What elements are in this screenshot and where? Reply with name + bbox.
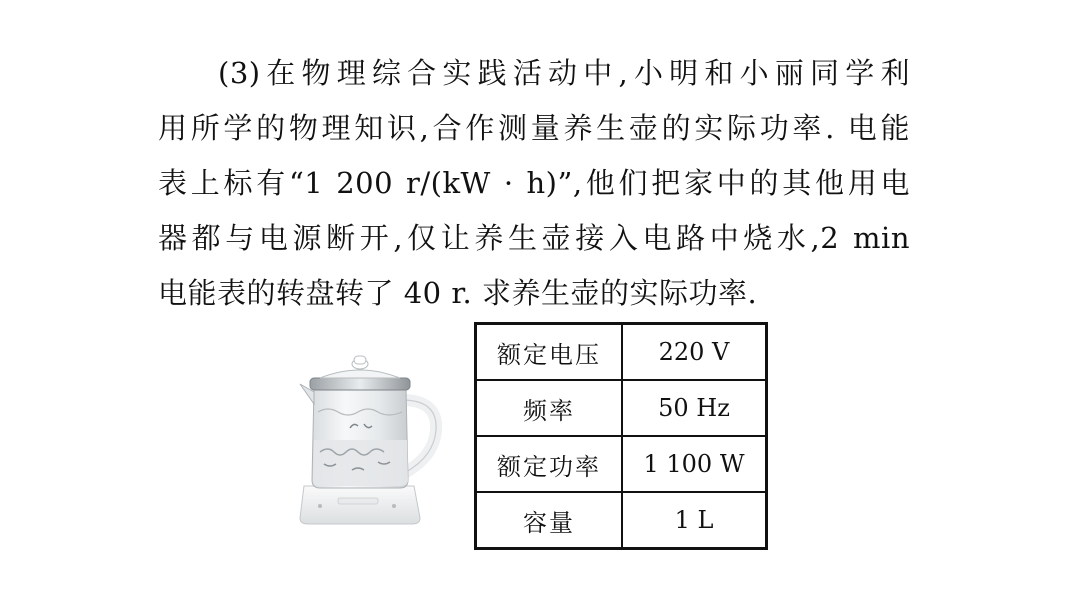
spec-label: 频率 — [476, 380, 623, 436]
spec-value: 1 L — [622, 492, 767, 549]
spec-value: 220 V — [622, 324, 767, 381]
problem-line: (3)在物理综合实践活动中,小明和小丽同学利 — [218, 56, 910, 90]
spec-label: 额定电压 — [476, 324, 623, 381]
spec-label: 额定功率 — [476, 436, 623, 492]
problem-text — [158, 46, 910, 321]
health-kettle-image — [290, 348, 445, 528]
problem-line: 用所学的物理知识,合作测量养生壶的实际功率. 电能 — [158, 111, 910, 145]
table-row — [476, 436, 767, 492]
problem-line: 电能表的转盘转了 40 r. 求养生壶的实际功率. — [158, 276, 758, 310]
table-row — [476, 380, 767, 436]
table-row — [476, 324, 767, 381]
kettle-spec-table — [474, 322, 768, 550]
spec-label: 容量 — [476, 492, 623, 549]
problem-line: 表上标有“1 200 r/(kW · h)”,他们把家中的其他用电 — [158, 166, 910, 200]
table-row — [476, 492, 767, 549]
spec-value: 1 100 W — [622, 436, 767, 492]
spec-value: 50 Hz — [622, 380, 767, 436]
problem-line: 器都与电源断开,仅让养生壶接入电路中烧水,2 min — [158, 221, 910, 255]
